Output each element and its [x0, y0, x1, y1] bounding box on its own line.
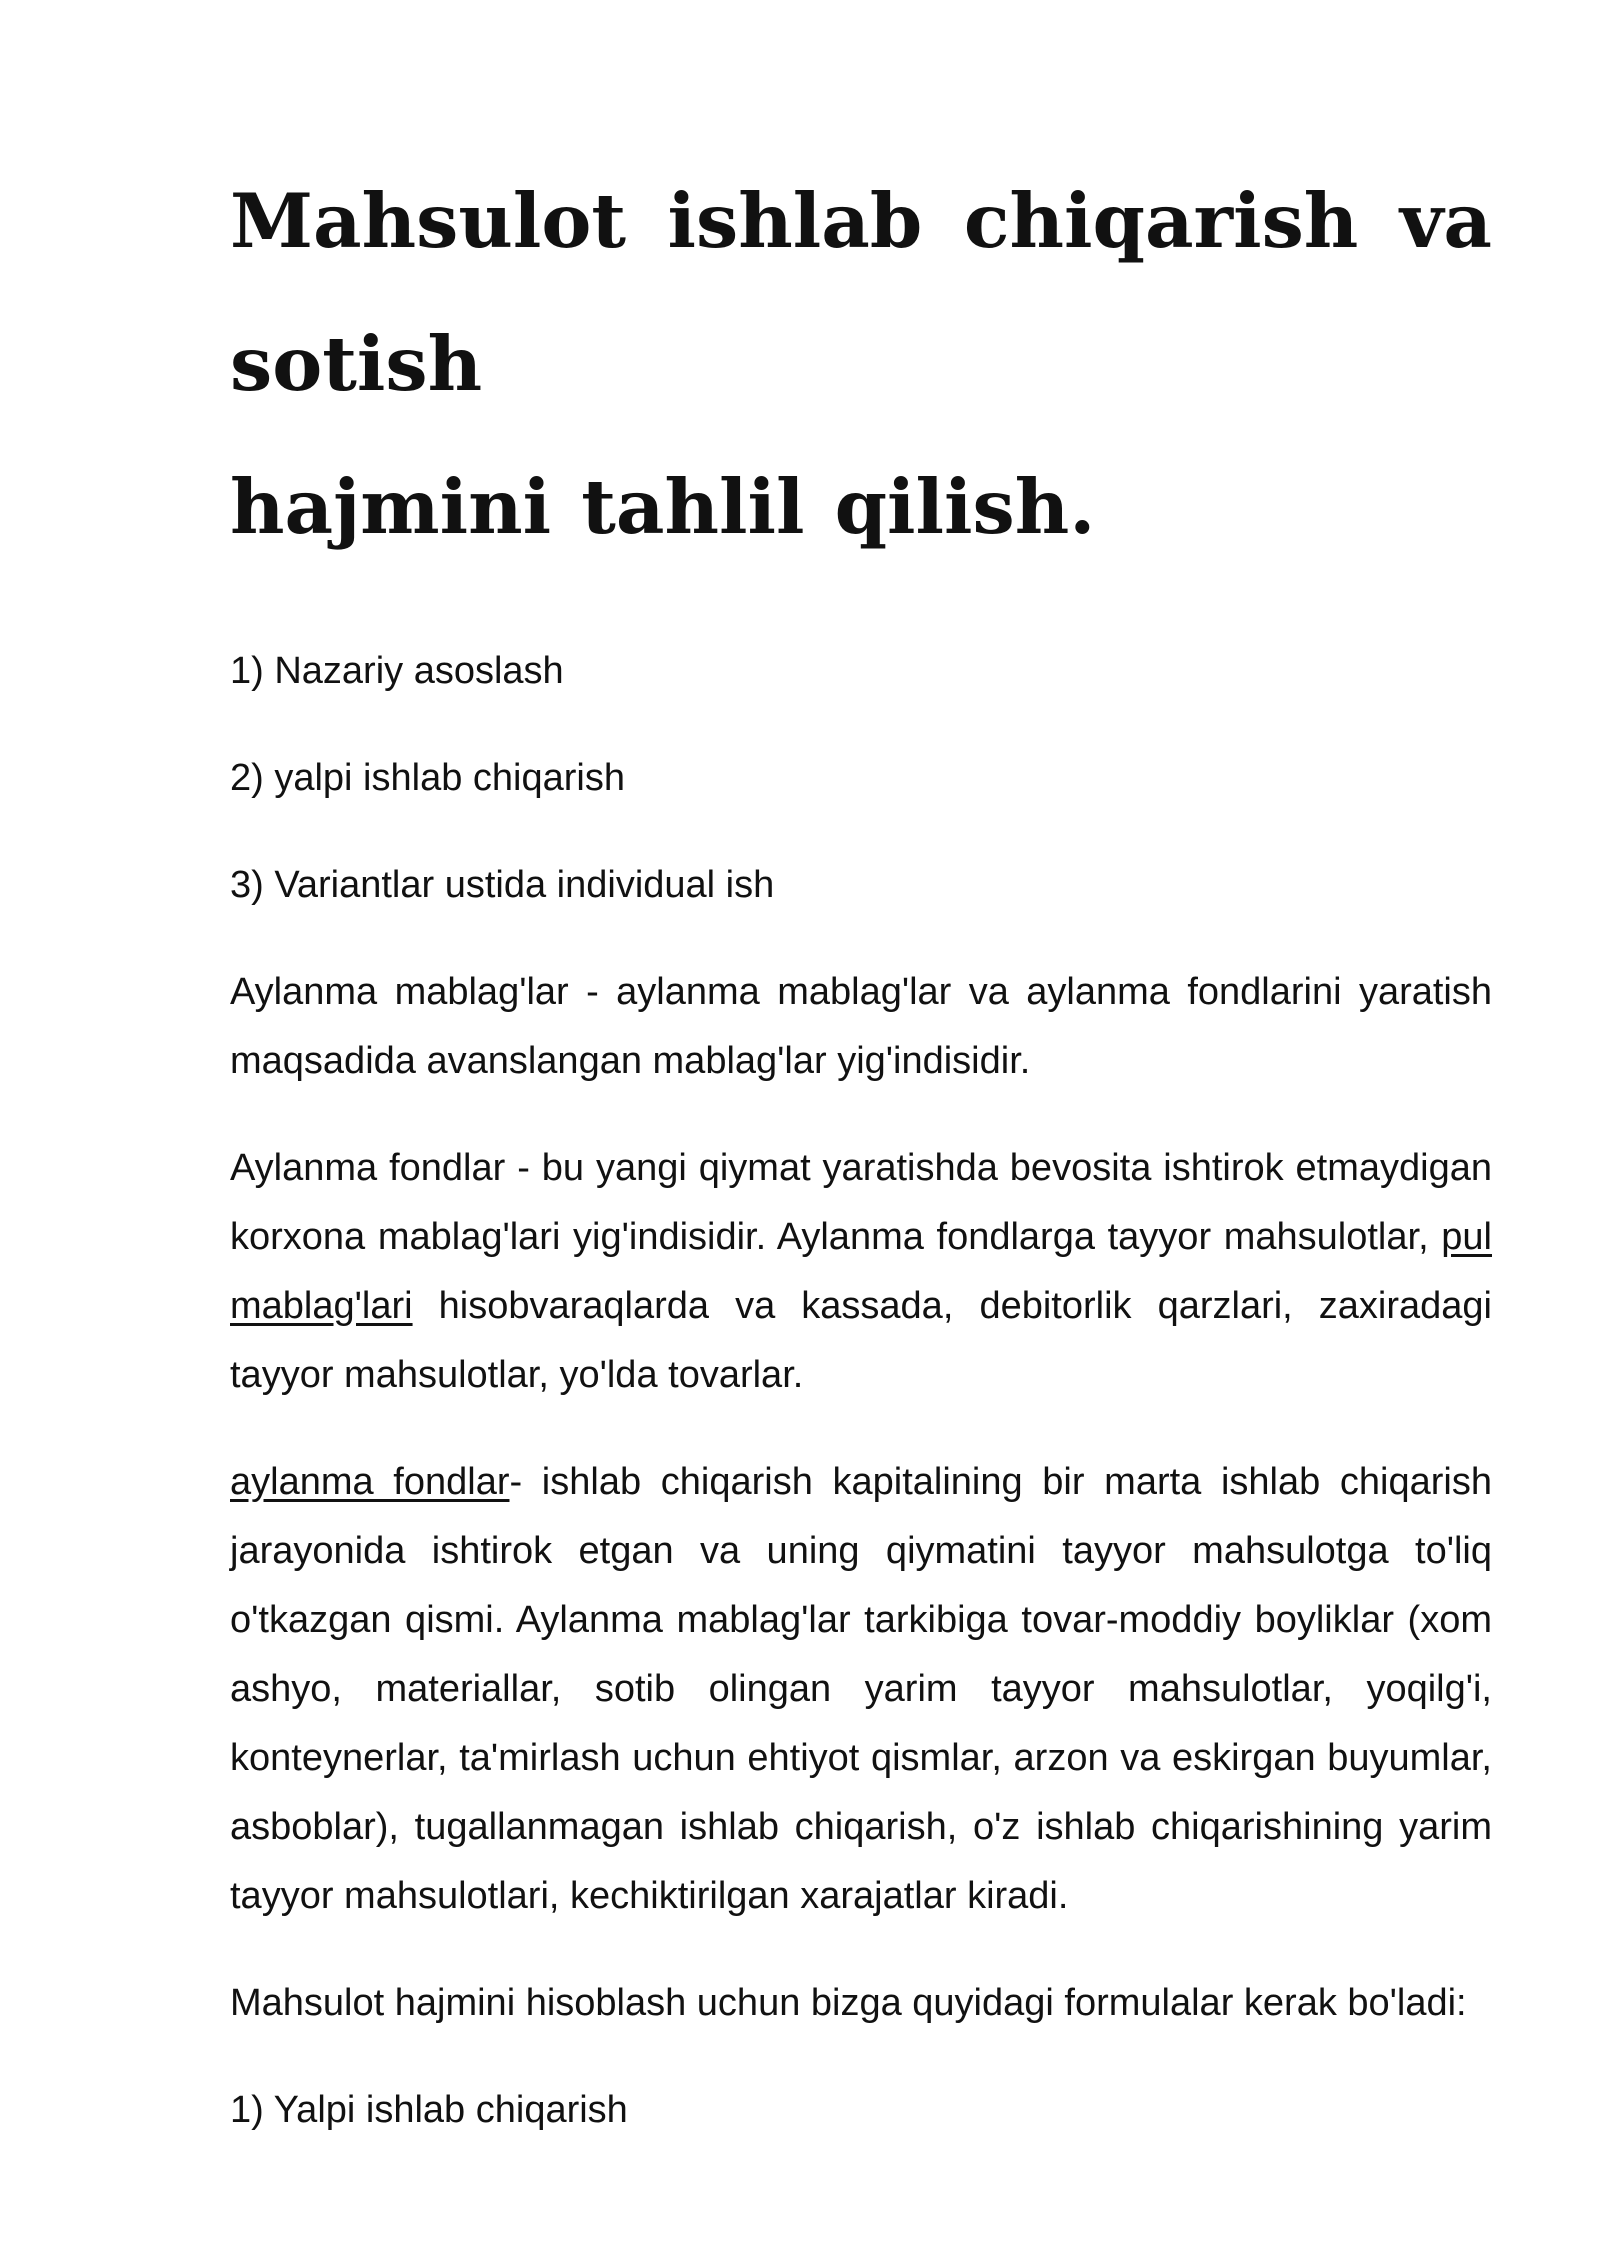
title-line-2: hajmini tahlil qilish.	[230, 463, 1096, 551]
list-item-1: 1) Nazariy asoslash	[230, 650, 564, 692]
list-item-bottom: 1) Yalpi ishlab chiqarish	[230, 2089, 628, 2131]
paragraph-3	[230, 1448, 1492, 1931]
list-item-2: 2) yalpi ishlab chiqarish	[230, 757, 625, 799]
pul-mablaglari-link[interactable]: pul mablag'lari	[230, 1216, 1492, 1327]
list-item-3: 3) Variantlar ustida individual ish	[230, 864, 775, 906]
paragraph-4: Mahsulot hajmini hisoblash uchun bizga quyidagi formulalar kerak bo'ladi:	[230, 1982, 1467, 2024]
paragraph-1: Aylanma mablag'lar - aylanma mablag'lar va aylanma fondlarini yaratish maqsadida avanslangan mablag'lar yig'indisidir.	[230, 971, 1492, 1082]
paragraph-3-text: - ishlab chiqarish kapitalining bir marta ishlab chiqarish jarayonida ishtirok etgan va uning qiymatini tayyor mahsulotga to'liq o'tkazgan qismi. Aylanma mablag'lar tarkibiga tovar-moddiy boyliklar (xom ashyo, materiallar, sotib olingan yarim tayyor mahsulotlar, yoqilg'i, konteynerlar, ta'mirlash uchun ehtiyot qismlar, arzon va eskirgan buyumlar, asboblar), tugallanmagan ishlab chiqarish, o'z ishlab chiqarishining yarim tayyor mahsulotlari, kechiktirilgan xarajatlar kiradi.	[230, 1461, 1492, 1917]
paragraph-2	[230, 1134, 1492, 1410]
aylanma-fondlar-link[interactable]: aylanma fondlar	[230, 1461, 510, 1503]
document-page	[230, 150, 1492, 2183]
paragraph-2-text-a: Aylanma fondlar - bu yangi qiymat yaratishda bevosita ishtirok etmaydigan korxona mablag'lari yig'indisidir. Aylanma fondlarga tayyor mahsulotlar,	[230, 1147, 1492, 1258]
document-title	[230, 150, 1492, 579]
paragraph-2-text-b: hisobvaraqlarda va kassada, debitorlik qarzlari, zaxiradagi tayyor mahsulotlar, yo'lda tovarlar.	[230, 1285, 1492, 1396]
title-line-1: Mahsulot ishlab chiqarish va sotish	[230, 177, 1492, 408]
